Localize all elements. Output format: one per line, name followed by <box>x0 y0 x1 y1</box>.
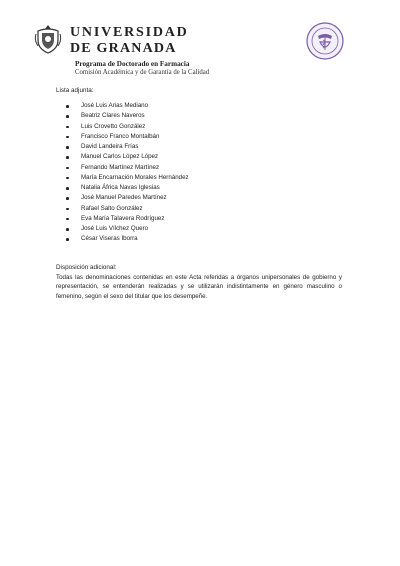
university-name-line1: UNIVERSIDAD <box>70 25 189 40</box>
bullet-icon <box>66 105 69 108</box>
list-item <box>66 152 189 162</box>
member-name: José Manuel Paredes Martínez <box>81 194 167 202</box>
list-item <box>66 204 189 214</box>
member-name: David Landeira Frías <box>81 143 139 150</box>
list-item <box>66 193 189 203</box>
bullet-icon <box>66 187 69 190</box>
member-name: Eva María Talavera Rodríguez <box>81 214 165 222</box>
university-name <box>70 26 189 56</box>
program-subtitle: Comisión Académica y de Garantía de la Calidad <box>75 69 210 76</box>
list-item <box>66 183 189 193</box>
member-list <box>66 101 189 245</box>
bullet-icon <box>66 167 69 170</box>
list-item <box>66 234 189 244</box>
list-item <box>66 101 189 111</box>
bullet-icon <box>66 197 69 200</box>
member-name: José Luis Vílchez Quero <box>81 225 149 232</box>
provision-text: Todas las denominaciones contenidas en este Acta referidas a órganos unipersonales de gobierno y representación, se entenderán realizadas y se utilizarán indistintamente en género masculino o femenino, según el sexo del titular que los desempeñe. <box>56 274 342 300</box>
university-crest-icon <box>34 24 62 54</box>
member-name: José Luis Arias Mediano <box>81 102 149 109</box>
member-name: Luis Crovetto González <box>81 122 146 130</box>
bullet-icon <box>66 177 69 180</box>
list-item <box>66 173 189 183</box>
member-name: Natalia África Navas Iglesias <box>81 184 160 191</box>
list-item <box>66 214 189 224</box>
bullet-icon <box>66 115 69 118</box>
list-item <box>66 132 189 142</box>
bullet-icon <box>66 218 69 221</box>
provision-title: Disposición adicional: <box>56 264 117 271</box>
bullet-icon <box>66 126 69 129</box>
member-name: María Encarnación Morales Hernández <box>81 173 189 181</box>
pharmacy-faculty-seal-icon <box>306 22 344 60</box>
member-name: Beatriz Clares Naveros <box>81 112 145 120</box>
attachment-list-label: Lista adjunta: <box>56 87 94 94</box>
list-item <box>66 142 189 152</box>
list-item <box>66 111 189 121</box>
list-item <box>66 224 189 234</box>
bullet-icon <box>66 156 69 159</box>
list-item <box>66 163 189 173</box>
university-name-line2: DE GRANADA <box>70 41 177 56</box>
list-item <box>66 122 189 132</box>
member-name: Fernando Martínez Martínez <box>81 163 160 171</box>
member-name: Rafael Salto González <box>81 204 143 212</box>
program-title: Programa de Doctorado en Farmacia <box>75 60 190 68</box>
member-name: Francisco Franco Montalbán <box>81 132 160 140</box>
bullet-icon <box>66 228 69 231</box>
bullet-icon <box>66 146 69 149</box>
bullet-icon <box>66 238 69 241</box>
member-name: César Viseras Iborra <box>81 235 138 243</box>
member-name: Manuel Carlos López López <box>81 153 159 161</box>
bullet-icon <box>66 136 69 139</box>
bullet-icon <box>66 208 69 211</box>
